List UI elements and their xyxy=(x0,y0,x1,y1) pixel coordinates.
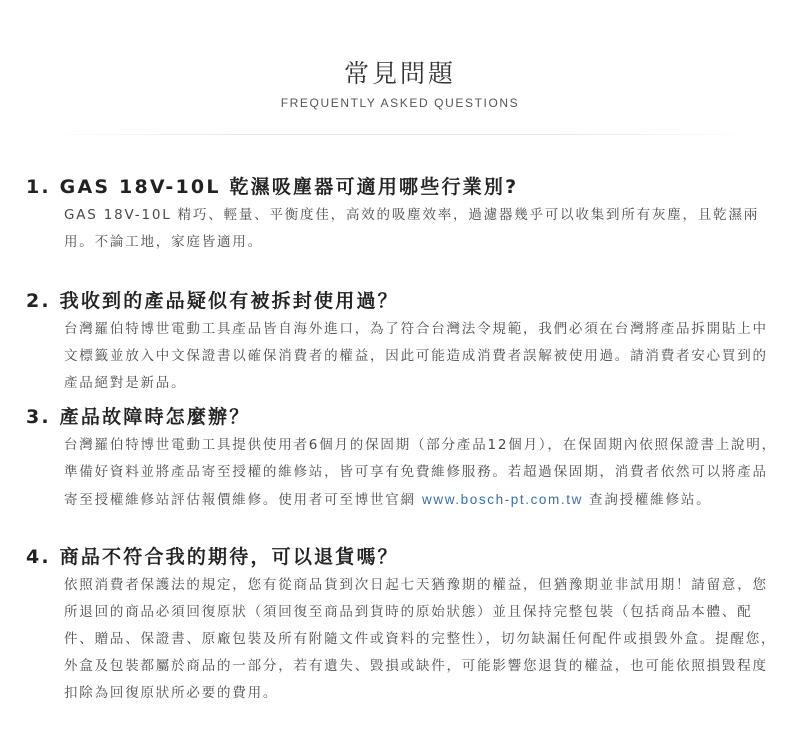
faq-question: 3. 產品故障時怎麼辦？ xyxy=(26,406,251,428)
faq-answer: 台灣羅伯特博世電動工具產品皆自海外進口，為了符合台灣法令規範，我們必須在台灣將產品拆開貼上中文標籤並放入中文保證書以確保消費者的權益，因此可能造成消費者誤解被使用過。請消費者安心買到的產品絕對是新品。 xyxy=(64,321,768,391)
faq-item-2 xyxy=(26,288,778,397)
faq-question: 2. 我收到的產品疑似有被拆封使用過？ xyxy=(26,290,399,312)
page-title: 常見問題 xyxy=(343,59,456,88)
faq-answer-text: 查詢授權維修站。 xyxy=(582,492,712,508)
page-header xyxy=(0,58,800,110)
page-subtitle: FREQUENTLY ASKED QUESTIONS xyxy=(280,96,520,110)
faq-question: 1. GAS 18V-10L 乾濕吸塵器可適用哪些行業別? xyxy=(26,176,519,198)
faq-question: 4. 商品不符合我的期待，可以退貨嗎？ xyxy=(26,546,399,568)
faq-item-1 xyxy=(26,174,778,256)
faq-answer xyxy=(64,432,778,514)
faq-item-3 xyxy=(26,404,778,514)
faq-answer: GAS 18V-10L 精巧、輕量、平衡度佳，高效的吸塵效率，過濾器幾乎可以收集到所有灰塵，且乾濕兩用。不論工地，家庭皆適用。 xyxy=(64,207,760,250)
faq-answer: 依照消費者保護法的規定，您有從商品貨到次日起七天猶豫期的權益，但猶豫期並非試用期！請留意，您所退回的商品必須回復原狀（須回復至商品到貨時的原始狀態）並且保持完整包裝（包括商品本體、配件、贈品、保證書、原廠包裝及所有附隨文件或資料的完整性），切勿缺漏任何配件或損毀外盒。提醒您，外盒及包裝都屬於商品的一部分，若有遺失、毀損或缺件，可能影響您退貨的權益，也可能依照損毀程度扣除為回復原狀所必要的費用。 xyxy=(64,577,777,701)
faq-item-4 xyxy=(26,544,778,707)
official-site-link[interactable]: www.bosch-pt.com.tw xyxy=(422,492,583,507)
header-divider xyxy=(40,134,760,135)
faq-answer-text: 台灣羅伯特博世電動工具提供使用者6個月的保固期（部分產品12個月），在保固期內依照保證書上說明，準備好資料並將產品寄至授權的維修站，皆可享有免費維修服務。若超過保固期，消費者依然可以將產品寄至授權維修站評估報價維修。使用者可至博世官網 xyxy=(64,437,777,508)
